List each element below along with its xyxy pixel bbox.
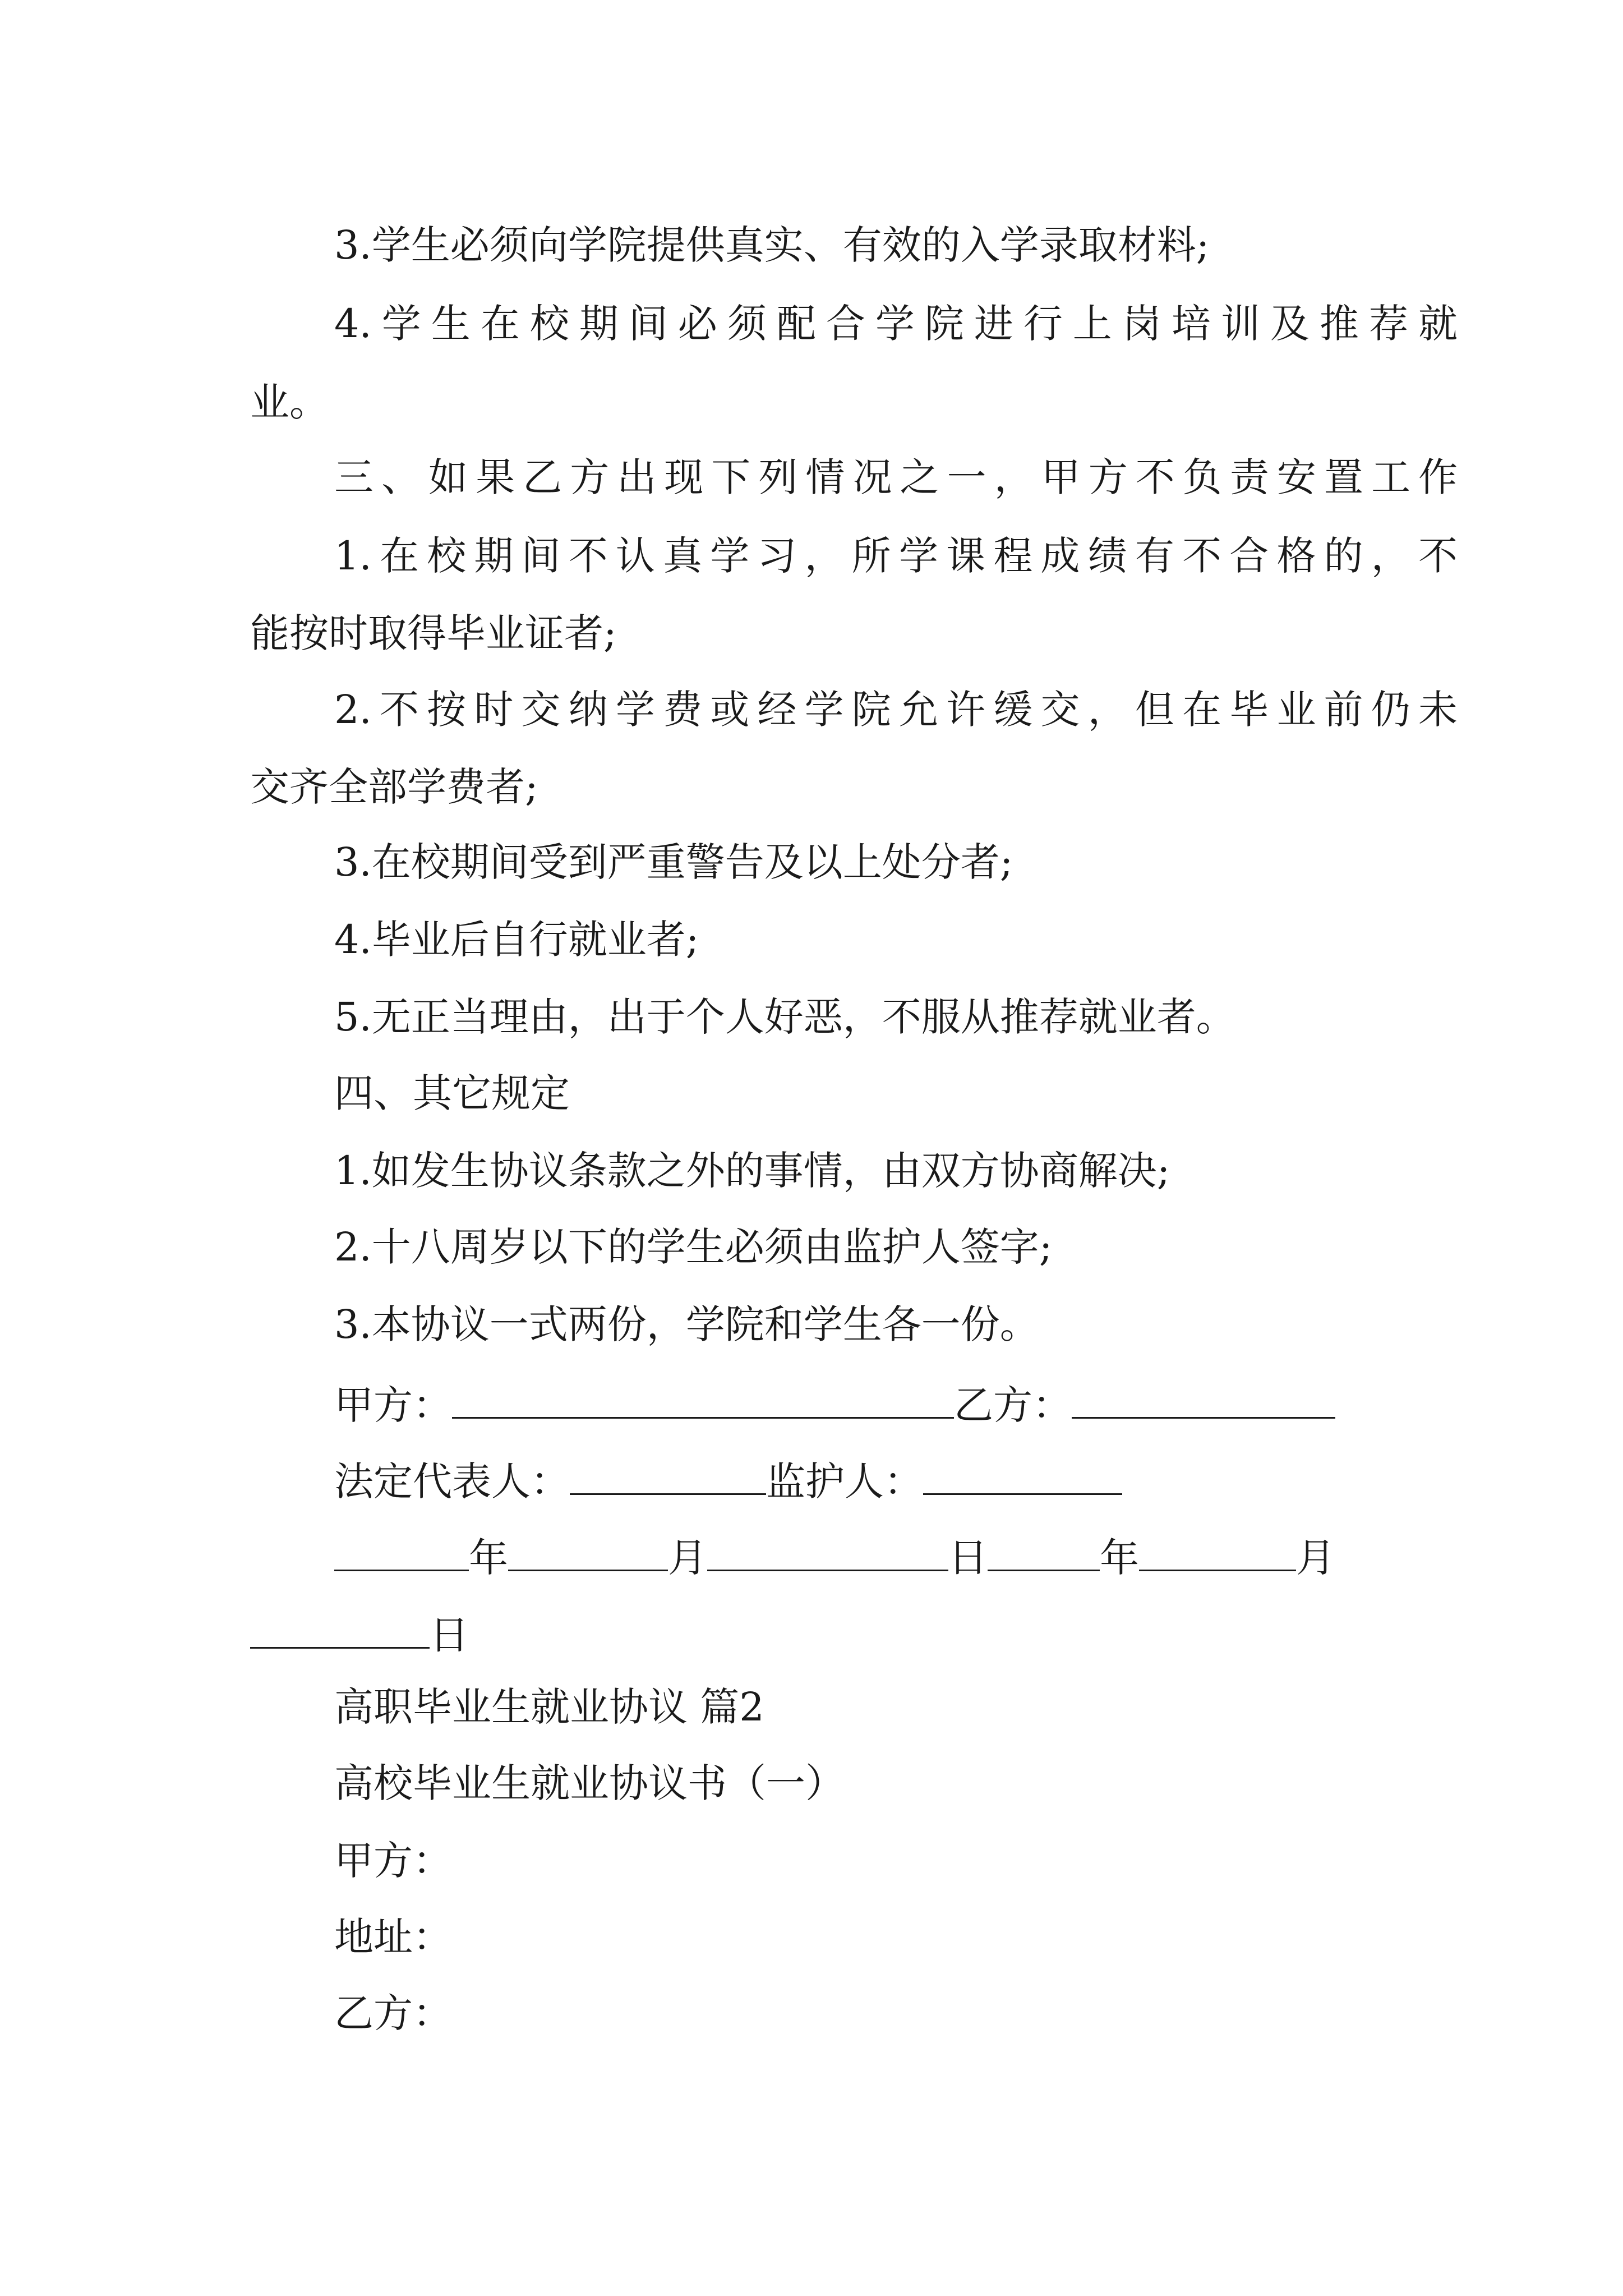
guardian-blank[interactable] [923, 1457, 1122, 1495]
address-field: 地址： [334, 1914, 452, 1960]
year-label-a: 年 [469, 1535, 508, 1581]
clause-s3-1: 1.在校期间不认真学习，所学课程成绩有不合格的，不 [334, 533, 1458, 579]
clause-3-4: 4.学生在校期间必须配合学院进行上岗培训及推荐就 [334, 301, 1458, 347]
agreement-title: 高校毕业生就业协议书（一） [334, 1760, 845, 1806]
clause-s4-1: 1.如发生协议条款之外的事情，由双方协商解决; [334, 1148, 1170, 1194]
clause-s4-2: 2.十八周岁以下的学生必须由监护人签字; [334, 1224, 1053, 1270]
month-label-b: 月 [1296, 1535, 1335, 1581]
legal-rep-blank[interactable] [570, 1457, 766, 1495]
year-blank-b[interactable] [988, 1534, 1100, 1571]
day-blank-a[interactable] [707, 1534, 948, 1571]
party-a-field: 甲方： [334, 1838, 452, 1884]
clause-3-4-cont: 业。 [250, 379, 329, 425]
section-4-heading: 四、其它规定 [334, 1070, 570, 1116]
date-line-cont [250, 1611, 469, 1658]
clause-s3-2-cont: 交齐全部学费者; [250, 764, 538, 810]
month-blank-a[interactable] [508, 1534, 668, 1571]
date-line [334, 1534, 1335, 1581]
year-label-b: 年 [1100, 1535, 1139, 1581]
party-a-blank[interactable] [452, 1381, 954, 1419]
day-label-a: 日 [948, 1535, 988, 1581]
legal-rep-label: 法定代表人： [334, 1458, 570, 1504]
day-blank-b[interactable] [250, 1611, 430, 1649]
month-label-a: 月 [668, 1535, 707, 1581]
day-label-b: 日 [430, 1612, 469, 1658]
clause-s3-1-cont: 能按时取得毕业证者; [250, 610, 617, 656]
section-3-heading: 三、如果乙方出现下列情况之一，甲方不负责安置工作 [334, 454, 1458, 500]
party-b-label: 乙方： [954, 1382, 1072, 1428]
guardian-label: 监护人： [766, 1458, 923, 1504]
clause-s4-3: 3.本协议一式两份，学院和学生各一份。 [334, 1301, 1039, 1347]
clause-3-3: 3.学生必须向学院提供真实、有效的入学录取材料; [334, 222, 1210, 268]
article-2-heading: 高职毕业生就业协议 篇2 [334, 1684, 764, 1730]
signature-reps-line [334, 1457, 1122, 1504]
party-a-label: 甲方： [334, 1382, 452, 1428]
year-blank-a[interactable] [334, 1534, 469, 1571]
clause-s3-5: 5.无正当理由，出于个人好恶，不服从推荐就业者。 [334, 994, 1235, 1040]
signature-parties-line [334, 1381, 1335, 1428]
party-b-field: 乙方： [334, 1990, 452, 2036]
party-b-blank[interactable] [1072, 1381, 1335, 1419]
month-blank-b[interactable] [1139, 1534, 1296, 1571]
clause-s3-4: 4.毕业后自行就业者; [334, 917, 699, 963]
clause-s3-2: 2.不按时交纳学费或经学院允许缓交，但在毕业前仍未 [334, 687, 1458, 733]
clause-s3-3: 3.在校期间受到严重警告及以上处分者; [334, 839, 1013, 885]
